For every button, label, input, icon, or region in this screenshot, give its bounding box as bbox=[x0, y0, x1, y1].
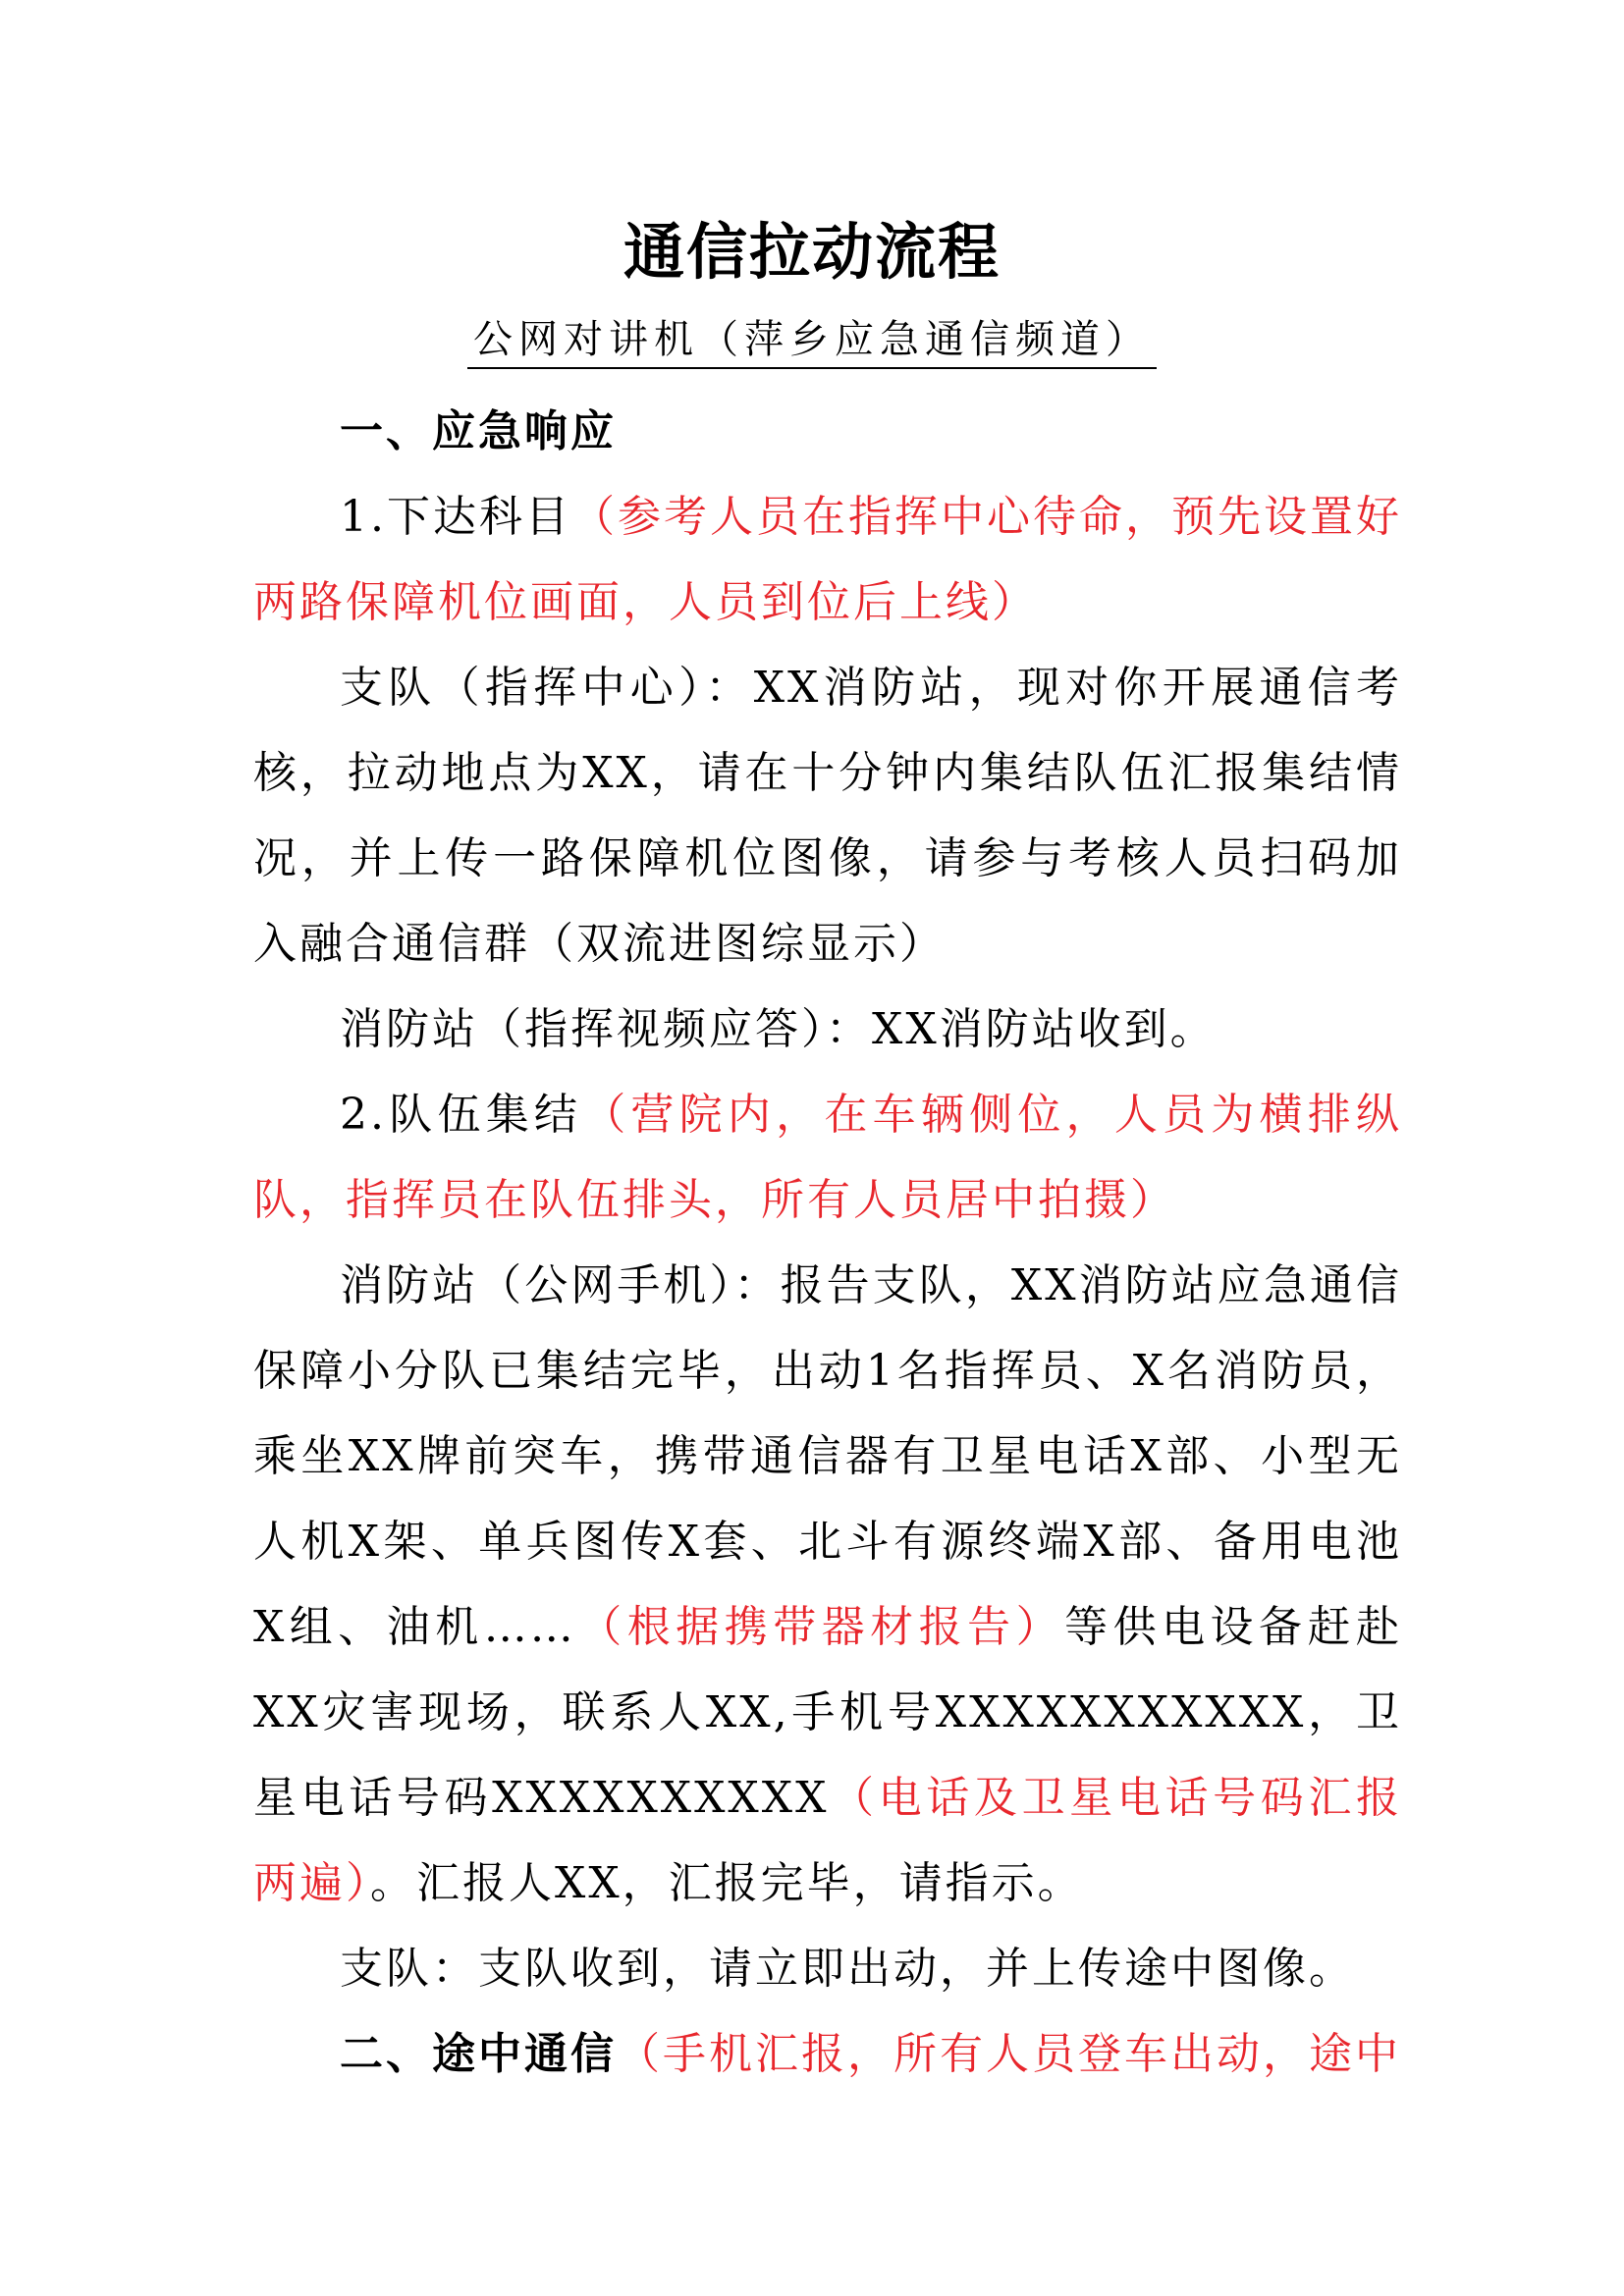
section-heading-emergency-response: 一、应急响应 bbox=[340, 406, 617, 456]
item-label: 1.下达科目 bbox=[340, 492, 571, 542]
item-label: 2.队伍集结 bbox=[340, 1090, 583, 1140]
document-subtitle bbox=[0, 310, 1624, 369]
report-text: 。汇报人XX，汇报完毕，请指示。 bbox=[370, 1858, 1084, 1908]
item-note: （参考人员在指挥中心待命，预先设置好两路保障机位画面，人员到位后上线） bbox=[253, 492, 1402, 627]
report-text: 消防站（公网手机）：报告支队，XX消防站应急通信保障小分队已集结完毕，出动1名指挥员、X名消防员，乘坐XX牌前突车，携带通信器有卫星电话X部、小型无人机X架、单兵图传X套、北斗有源终端X部、备用电池X组、油机…… bbox=[253, 1260, 1402, 1652]
document-title: 通信拉动流程 bbox=[623, 216, 1001, 288]
command-center-reply: 支队：支队收到，请立即出动，并上传途中图像。 bbox=[340, 1944, 1355, 1994]
section-heading-en-route: 二、途中通信 bbox=[340, 2029, 617, 2079]
item-team-assembly bbox=[253, 1072, 1402, 1243]
item-note: （营院内，在车辆侧位，人员为横排纵队，指挥员在队伍排头，所有人员居中拍摄） bbox=[253, 1090, 1403, 1225]
section-note: （手机汇报，所有人员登车出动，途中 bbox=[617, 2029, 1401, 2079]
section-en-route-communication bbox=[253, 2011, 1402, 2097]
report-text: 等供电设备赶赴XX灾害现场，联系人XX,手机号XXXXXXXXXXX，卫星电话号码XXXXXXXXXX bbox=[253, 1602, 1403, 1823]
station-report bbox=[253, 1243, 1402, 1926]
report-note: （电话及卫星电话号码汇报两遍） bbox=[253, 1773, 1402, 1908]
subtitle-text: 公网对讲机（萍乡应急通信频道） bbox=[467, 312, 1157, 369]
document-body bbox=[253, 389, 1402, 2097]
station-acknowledgement: 消防站（指挥视频应答）：XX消防站收到。 bbox=[340, 1004, 1217, 1054]
command-center-order: 支队（指挥中心）：XX消防站，现对你开展通信考核，拉动地点为XX，请在十分钟内集结队伍汇报集结情况，并上传一路保障机位图像，请参与考核人员扫码加入融合通信群（双流进图综显示） bbox=[253, 663, 1402, 969]
report-note: （根据携带器材报告） bbox=[575, 1602, 1065, 1652]
item-issue-subject bbox=[253, 474, 1402, 645]
